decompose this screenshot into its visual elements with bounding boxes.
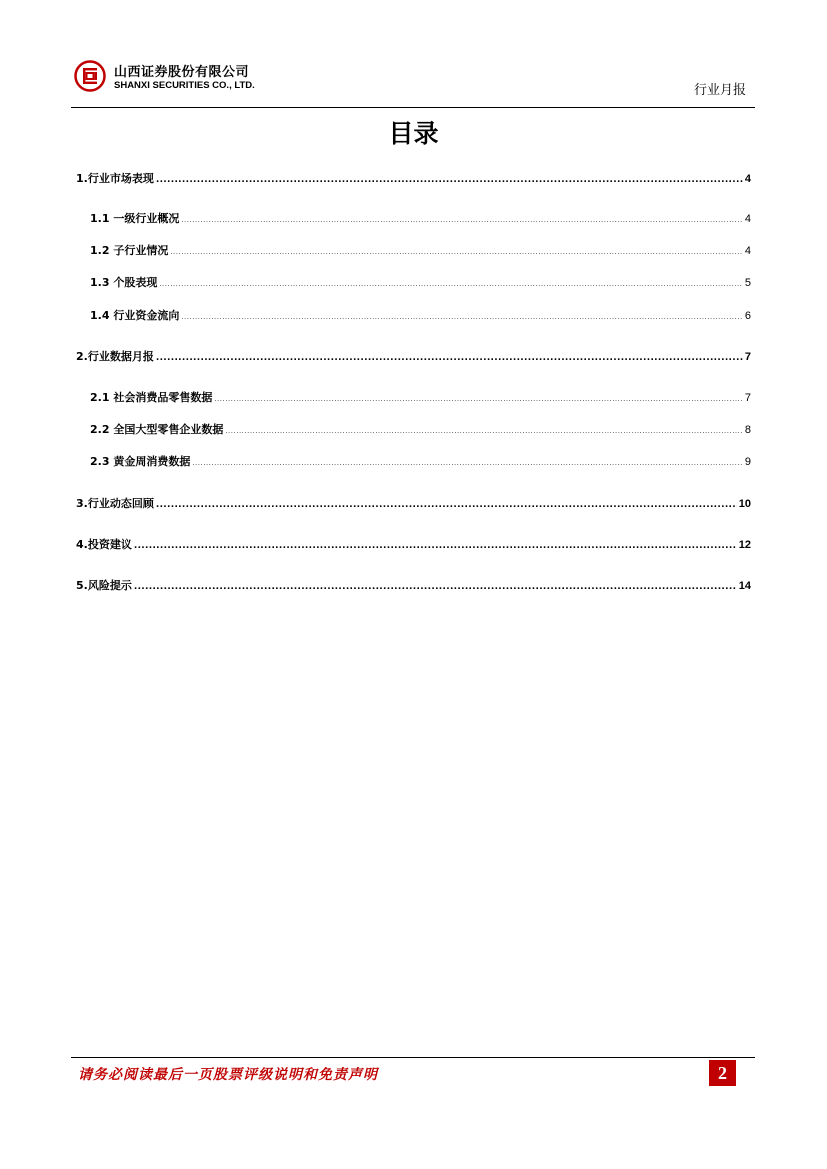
toc-entry-page: 7 — [744, 392, 751, 404]
toc-entry-1-2[interactable] — [90, 242, 751, 258]
toc-leader-dots — [156, 175, 743, 185]
toc-entry-label: 4.投资建议 — [76, 538, 132, 551]
toc-entry-label: 1.1 一级行业概况 — [90, 212, 180, 225]
toc-entry-label: 5.风险提示 — [76, 579, 132, 592]
toc-entry-label: 2.1 社会消费品零售数据 — [90, 391, 213, 404]
toc-entry-page: 14 — [738, 580, 751, 592]
company-name-en: SHANXI SECURITIES CO., LTD. — [114, 80, 255, 91]
toc-leader-dots — [170, 248, 743, 256]
footer-divider — [71, 1057, 755, 1058]
toc-entry-page: 4 — [744, 245, 751, 257]
toc-entry-page: 6 — [744, 310, 751, 322]
toc-entry-label: 2.2 全国大型零售企业数据 — [90, 423, 224, 436]
toc-entry-page: 12 — [738, 539, 751, 551]
page-number-badge: 2 — [709, 1060, 736, 1086]
toc-entry-label: 3.行业动态回顾 — [76, 497, 154, 510]
toc-entry-4[interactable] — [76, 536, 751, 552]
company-name-cn: 山西证券股份有限公司 — [114, 65, 250, 80]
toc-entry-1-4[interactable] — [90, 307, 751, 323]
toc-entry-page: 5 — [744, 277, 751, 289]
toc-entry-2-2[interactable] — [90, 421, 751, 437]
toc-entry-label: 1.3 个股表现 — [90, 276, 158, 289]
toc-entry-label: 2.行业数据月报 — [76, 350, 154, 363]
toc-entry-3[interactable] — [76, 495, 751, 511]
toc-leader-dots — [134, 541, 737, 551]
toc-entry-label: 1.4 行业资金流向 — [90, 309, 180, 322]
toc-entry-2-1[interactable] — [90, 389, 751, 405]
report-type-label: 行业月报 — [693, 83, 746, 98]
toc-entry-2[interactable] — [76, 348, 751, 364]
toc-leader-dots — [156, 353, 743, 363]
toc-leader-dots — [181, 313, 743, 321]
toc-entry-label: 1.2 子行业情况 — [90, 244, 169, 257]
toc-entry-page: 4 — [744, 173, 751, 185]
toc-leader-dots — [156, 500, 737, 510]
toc-entry-page: 8 — [744, 424, 751, 436]
toc-entry-page: 7 — [744, 351, 751, 363]
toc-leader-dots — [159, 280, 743, 288]
disclaimer-note: 请务必阅读最后一页股票评级说明和免责声明 — [78, 1067, 378, 1083]
toc-leader-dots — [225, 427, 743, 435]
toc-entry-1-3[interactable] — [90, 274, 751, 290]
toc-entry-2-3[interactable] — [90, 453, 751, 469]
toc-entry-label: 2.3 黄金周消费数据 — [90, 455, 191, 468]
toc-leader-dots — [192, 459, 743, 467]
toc-entry-1-1[interactable] — [90, 210, 751, 226]
header-divider — [71, 107, 755, 108]
toc-entry-5[interactable] — [76, 577, 751, 593]
toc-entry-page: 4 — [744, 213, 751, 225]
toc-leader-dots — [181, 216, 743, 224]
toc-leader-dots — [214, 395, 743, 403]
toc-entry-1[interactable] — [76, 170, 751, 186]
toc-leader-dots — [134, 582, 737, 592]
toc-title: 目录 — [388, 119, 439, 148]
company-logo-icon — [74, 60, 106, 92]
toc-entry-page: 10 — [738, 498, 751, 510]
toc-entry-label: 1.行业市场表现 — [76, 172, 154, 185]
page-header — [74, 56, 754, 108]
toc-entry-page: 9 — [744, 456, 751, 468]
